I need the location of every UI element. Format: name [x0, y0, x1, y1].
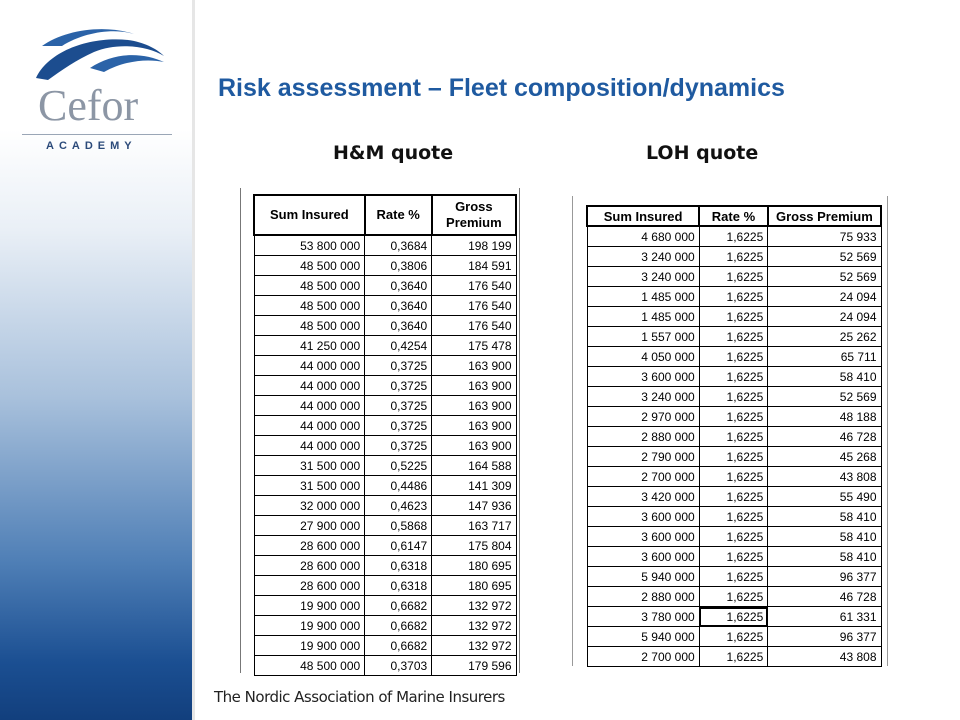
table-cell[interactable]: 2 880 000 [587, 427, 699, 447]
table-row [254, 416, 516, 436]
table-cell[interactable]: 176 540 [432, 276, 516, 296]
table-cell[interactable]: 132 972 [432, 596, 516, 616]
table-cell[interactable]: 132 972 [432, 636, 516, 656]
table-row [254, 356, 516, 376]
table-cell[interactable]: 27 900 000 [254, 516, 365, 536]
table-cell[interactable]: 180 695 [432, 556, 516, 576]
table-cell[interactable]: 48 500 000 [254, 316, 365, 336]
column-header: Sum Insured [254, 195, 365, 235]
table-cell[interactable]: 48 500 000 [254, 276, 365, 296]
table-row [587, 427, 881, 447]
column-header: Sum Insured [587, 206, 699, 226]
table-row [254, 616, 516, 636]
table-row [254, 235, 516, 256]
table-cell[interactable]: 4 050 000 [587, 347, 699, 367]
table-cell[interactable]: 0,3640 [365, 276, 432, 296]
table-cell[interactable]: 44 000 000 [254, 376, 365, 396]
table-row [254, 656, 516, 676]
table-cell[interactable]: 1,6225 [699, 547, 768, 567]
table-cell[interactable]: 31 500 000 [254, 476, 365, 496]
table-cell[interactable]: 52 569 [768, 267, 881, 287]
hm-table [253, 194, 517, 676]
table-cell[interactable]: 0,3640 [365, 316, 432, 336]
logo-subtitle: ACADEMY [46, 140, 137, 152]
cefor-wave-logo-icon [18, 22, 168, 86]
table-cell[interactable]: 175 804 [432, 536, 516, 556]
table-row [254, 476, 516, 496]
table-cell[interactable]: 48 500 000 [254, 296, 365, 316]
table-row [587, 287, 881, 307]
logo-divider [22, 134, 172, 135]
table-row [254, 276, 516, 296]
table-cell[interactable]: 0,3725 [365, 356, 432, 376]
table-cell[interactable]: 1,6225 [699, 487, 768, 507]
table-cell[interactable]: 1,6225 [699, 387, 768, 407]
table-cell[interactable]: 3 240 000 [587, 387, 699, 407]
table-cell[interactable]: 184 591 [432, 256, 516, 276]
table-row [254, 436, 516, 456]
table-cell[interactable]: 19 900 000 [254, 616, 365, 636]
table-cell[interactable]: 52 569 [768, 247, 881, 267]
table-row [254, 636, 516, 656]
table-cell[interactable]: 132 972 [432, 616, 516, 636]
table-cell[interactable]: 163 900 [432, 416, 516, 436]
table-cell[interactable]: 24 094 [768, 307, 881, 327]
table-cell[interactable]: 163 900 [432, 376, 516, 396]
table-cell[interactable]: 2 880 000 [587, 587, 699, 607]
table-cell[interactable]: 180 695 [432, 576, 516, 596]
table-cell[interactable]: 46 728 [768, 427, 881, 447]
table-row [587, 647, 881, 667]
table-row [254, 296, 516, 316]
table-row [587, 407, 881, 427]
table-cell[interactable]: 1,6225 [699, 447, 768, 467]
table-cell[interactable]: 19 900 000 [254, 636, 365, 656]
table-cell[interactable]: 0,4623 [365, 496, 432, 516]
table-cell[interactable]: 48 500 000 [254, 656, 365, 676]
table-cell[interactable]: 1 485 000 [587, 307, 699, 327]
hm-heading: H&M quote [333, 142, 454, 164]
footer-text: The Nordic Association of Marine Insurers [214, 688, 505, 706]
table-cell[interactable]: 0,6682 [365, 616, 432, 636]
table-cell[interactable]: 2 700 000 [587, 467, 699, 487]
table-cell[interactable]: 45 268 [768, 447, 881, 467]
table-cell[interactable]: 48 188 [768, 407, 881, 427]
table-cell[interactable]: 147 936 [432, 496, 516, 516]
table-cell[interactable]: 46 728 [768, 587, 881, 607]
table-cell[interactable]: 198 199 [432, 235, 516, 256]
table-cell[interactable]: 3 600 000 [587, 367, 699, 387]
table-row [587, 507, 881, 527]
table-cell[interactable]: 55 490 [768, 487, 881, 507]
table-row [254, 496, 516, 516]
table-cell[interactable]: 0,6318 [365, 576, 432, 596]
table-row [254, 576, 516, 596]
table-cell[interactable]: 1,6225 [699, 347, 768, 367]
table-cell[interactable]: 0,6682 [365, 596, 432, 616]
column-header: Rate % [365, 195, 432, 235]
table-cell[interactable]: 175 478 [432, 336, 516, 356]
table-row [587, 607, 881, 627]
loh-heading: LOH quote [646, 142, 759, 164]
table-cell[interactable]: 58 410 [768, 527, 881, 547]
table-cell[interactable]: 48 500 000 [254, 256, 365, 276]
table-row [254, 336, 516, 356]
table-cell[interactable]: 44 000 000 [254, 436, 365, 456]
table-cell[interactable]: 3 600 000 [587, 507, 699, 527]
table-cell[interactable]: 1,6225 [699, 527, 768, 547]
table-row [254, 556, 516, 576]
table-cell[interactable]: 0,4486 [365, 476, 432, 496]
table-cell[interactable]: 75 933 [768, 226, 881, 247]
table-cell[interactable]: 141 309 [432, 476, 516, 496]
table-cell[interactable]: 163 900 [432, 436, 516, 456]
table-row [587, 587, 881, 607]
table-row [587, 327, 881, 347]
table-cell[interactable]: 0,3725 [365, 396, 432, 416]
table-cell[interactable]: 4 680 000 [587, 226, 699, 247]
table-cell[interactable]: 24 094 [768, 287, 881, 307]
table-cell[interactable]: 41 250 000 [254, 336, 365, 356]
table-row [587, 487, 881, 507]
table-cell[interactable]: 96 377 [768, 627, 881, 647]
table-cell[interactable]: 1,6225 [699, 327, 768, 347]
slide-title: Risk assessment – Fleet composition/dynamics [218, 74, 785, 102]
loh-table [586, 205, 882, 667]
table-cell[interactable]: 164 588 [432, 456, 516, 476]
table-cell[interactable]: 28 600 000 [254, 576, 365, 596]
table-cell[interactable]: 1,6225 [699, 427, 768, 447]
table-cell[interactable]: 0,3640 [365, 296, 432, 316]
table-cell[interactable]: 58 410 [768, 507, 881, 527]
table-cell[interactable]: 43 808 [768, 647, 881, 667]
table-cell[interactable]: 58 410 [768, 547, 881, 567]
column-header: Gross Premium [768, 206, 881, 226]
table-cell[interactable]: 32 000 000 [254, 496, 365, 516]
table-cell[interactable]: 5 940 000 [587, 567, 699, 587]
table-cell[interactable]: 43 808 [768, 467, 881, 487]
table-cell[interactable]: 1,6225 [699, 567, 768, 587]
table-cell[interactable]: 2 970 000 [587, 407, 699, 427]
table-cell[interactable]: 25 262 [768, 327, 881, 347]
table-cell[interactable]: 176 540 [432, 316, 516, 336]
table-cell[interactable]: 65 711 [768, 347, 881, 367]
table-row [587, 367, 881, 387]
table-row [254, 596, 516, 616]
table-cell[interactable]: 1,6225 [699, 507, 768, 527]
table-row [254, 316, 516, 336]
table-cell[interactable]: 19 900 000 [254, 596, 365, 616]
table-cell[interactable]: 163 900 [432, 356, 516, 376]
table-cell[interactable]: 0,6147 [365, 536, 432, 556]
table-cell[interactable]: 1,6225 [699, 267, 768, 287]
table-cell[interactable]: 0,4254 [365, 336, 432, 356]
table-cell[interactable]: 0,6318 [365, 556, 432, 576]
table-row [587, 307, 881, 327]
column-header: Rate % [699, 206, 768, 226]
table-cell[interactable]: 1,6225 [699, 407, 768, 427]
table-cell[interactable]: 1,6225 [699, 287, 768, 307]
table-cell[interactable]: 163 900 [432, 396, 516, 416]
table-cell[interactable]: 1 485 000 [587, 287, 699, 307]
table-cell[interactable]: 44 000 000 [254, 396, 365, 416]
table-row [587, 527, 881, 547]
table-cell[interactable]: 1,6225 [699, 367, 768, 387]
table-cell[interactable]: 0,6682 [365, 636, 432, 656]
table-row [254, 456, 516, 476]
table-cell[interactable]: 28 600 000 [254, 536, 365, 556]
table-cell[interactable]: 1,6225 [699, 627, 768, 647]
table-row [587, 547, 881, 567]
table-cell[interactable]: 3 240 000 [587, 247, 699, 267]
table-cell[interactable]: 53 800 000 [254, 235, 365, 256]
table-cell[interactable]: 0,3725 [365, 416, 432, 436]
table-cell[interactable]: 52 569 [768, 387, 881, 407]
table-cell[interactable]: 1 557 000 [587, 327, 699, 347]
table-row [587, 567, 881, 587]
table-row [587, 387, 881, 407]
table-row [254, 256, 516, 276]
table-cell[interactable]: 58 410 [768, 367, 881, 387]
table-cell[interactable]: 1,6225 [699, 587, 768, 607]
table-row [587, 267, 881, 287]
table-cell[interactable]: 96 377 [768, 567, 881, 587]
table-cell[interactable]: 0,3703 [365, 656, 432, 676]
table-row [587, 467, 881, 487]
table-cell[interactable]: 0,3725 [365, 436, 432, 456]
table-cell[interactable]: 3 420 000 [587, 487, 699, 507]
table-cell[interactable]: 31 500 000 [254, 456, 365, 476]
sidebar-divider [192, 0, 195, 720]
table-cell[interactable]: 1,6225 [699, 226, 768, 247]
table-cell[interactable]: 0,5225 [365, 456, 432, 476]
table-row [587, 347, 881, 367]
table-cell[interactable]: 44 000 000 [254, 356, 365, 376]
table-cell[interactable]: 5 940 000 [587, 627, 699, 647]
table-row [254, 516, 516, 536]
table-cell[interactable]: 176 540 [432, 296, 516, 316]
table-cell[interactable]: 61 331 [768, 607, 881, 627]
table-cell[interactable]: 2 700 000 [587, 647, 699, 667]
table-row [587, 226, 881, 247]
table-cell[interactable]: 163 717 [432, 516, 516, 536]
table-cell[interactable]: 28 600 000 [254, 556, 365, 576]
table-header-row [254, 195, 516, 235]
table-cell[interactable]: 1,6225 [699, 307, 768, 327]
table-cell[interactable]: 0,3806 [365, 256, 432, 276]
table-cell[interactable]: 44 000 000 [254, 416, 365, 436]
table-header-row [587, 206, 881, 226]
table-cell[interactable]: 3 780 000 [587, 607, 699, 627]
table-cell[interactable]: 3 240 000 [587, 267, 699, 287]
table-cell[interactable]: 1,6225 [699, 247, 768, 267]
table-cell[interactable]: 1,6225 [699, 647, 768, 667]
table-cell[interactable]: 2 790 000 [587, 447, 699, 467]
table-cell[interactable]: 0,3725 [365, 376, 432, 396]
table-row [254, 376, 516, 396]
table-row [254, 396, 516, 416]
table-cell[interactable]: 1,6225 [699, 467, 768, 487]
table-row [587, 247, 881, 267]
table-cell[interactable]: 3 600 000 [587, 547, 699, 567]
column-header: Gross Premium [432, 195, 516, 235]
table-cell[interactable]: 179 596 [432, 656, 516, 676]
table-cell[interactable]: 0,3684 [365, 235, 432, 256]
table-cell[interactable]: 1,6225 [699, 607, 768, 627]
table-row [587, 627, 881, 647]
table-row [587, 447, 881, 467]
table-cell[interactable]: 0,5868 [365, 516, 432, 536]
table-cell[interactable]: 3 600 000 [587, 527, 699, 547]
table-row [254, 536, 516, 556]
logo-wordmark: Cefor [38, 81, 139, 130]
